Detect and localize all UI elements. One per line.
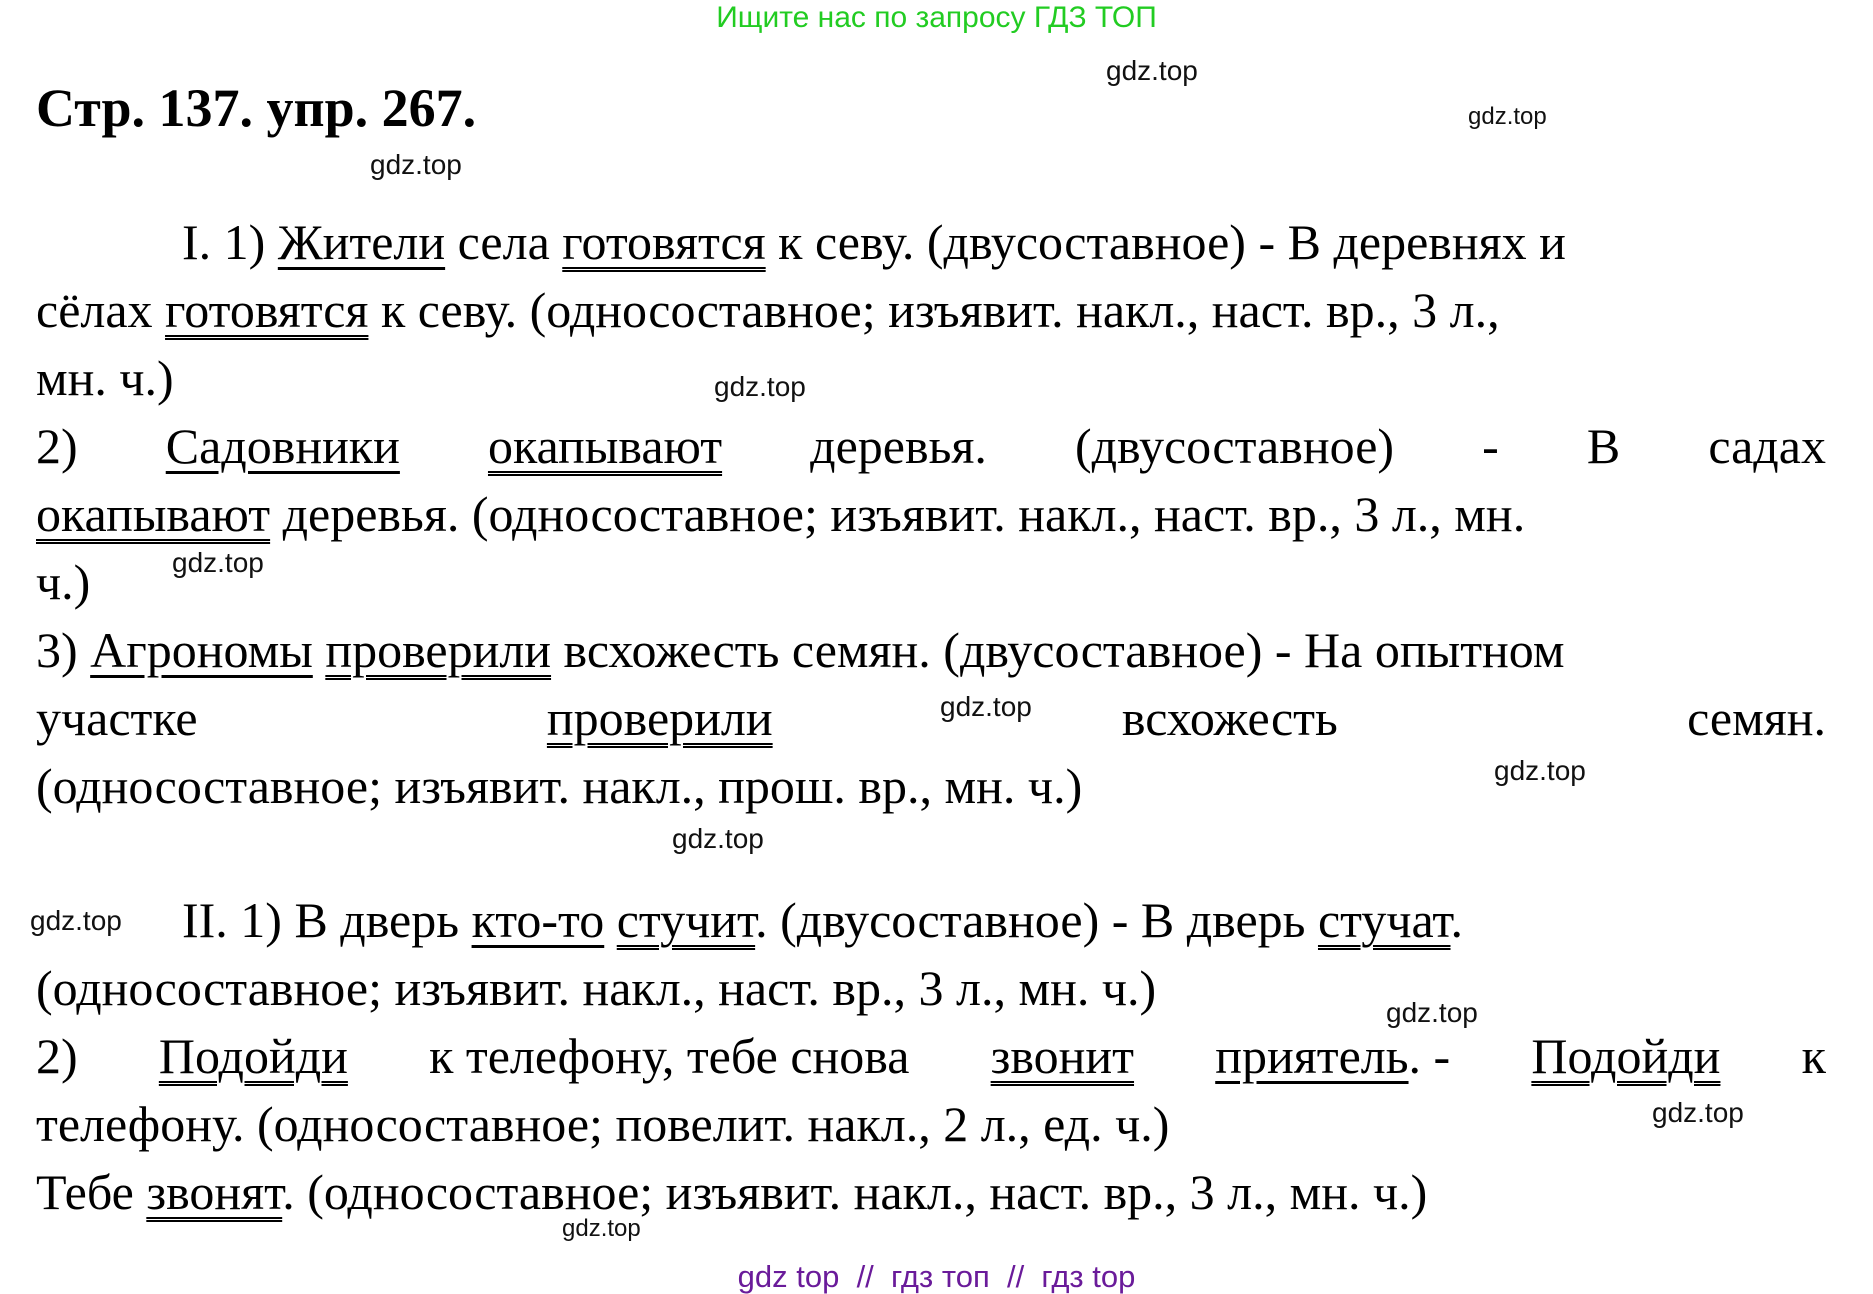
sentence-1-line-3: мн. ч.) [36, 350, 174, 406]
section-1 [36, 208, 1826, 820]
watermark: gdz.top [1468, 103, 1547, 130]
watermark: gdz.top [672, 823, 764, 854]
predicate: готовятся [562, 214, 766, 270]
watermark: gdz.top [172, 547, 264, 578]
watermark: gdz.top [1494, 755, 1586, 786]
predicate: готовятся [165, 282, 369, 338]
watermark: gdz.top [1386, 997, 1478, 1028]
sentence-5-line-1: 2) Подойди к телефону, тебе снова звонит приятель. - Подойди к [36, 1022, 1826, 1090]
sentence-1-line-2: сёлах готовятся к севу. (односоставное; изъявит. накл., наст. вр., 3 л., [36, 282, 1500, 338]
subject: Агрономы [90, 622, 313, 678]
predicate: звонят [146, 1164, 283, 1220]
predicate: окапывают [36, 486, 271, 542]
sentence-2-line-3: ч.) [36, 554, 91, 610]
sentence-3-line-3: (односоставное; изъявит. накл., прош. вр., мн. ч.) [36, 758, 1083, 814]
predicate: стучат [1317, 892, 1451, 948]
subject: Садовники [165, 418, 400, 474]
sentence-4-line-2: (односоставное; изъявит. накл., наст. вр., 3 л., мн. ч.) [36, 960, 1157, 1016]
subject: кто-то [471, 892, 605, 948]
predicate: Подойди [1531, 1028, 1721, 1084]
page-title: Стр. 137. упр. 267. [36, 78, 477, 138]
watermark: gdz.top [370, 149, 462, 180]
search-banner: Ищите нас по запросу ГДЗ ТОП [716, 1, 1157, 34]
watermark: gdz.top [562, 1215, 641, 1242]
predicate: проверили [325, 622, 552, 678]
predicate: звонит [990, 1028, 1135, 1084]
watermark: gdz.top [940, 691, 1032, 722]
sentence-6-line-1: Тебе звонят. (односоставное; изъявит. накл., наст. вр., 3 л., мн. ч.) [36, 1164, 1428, 1220]
predicate: проверили [546, 690, 773, 746]
watermark: gdz.top [1106, 55, 1198, 86]
footer-link[interactable]: gdz top // гдз топ // гдз top [737, 1259, 1136, 1294]
sentence-3-line-1: 3) Агрономы проверили всхожесть семян. (двусоставное) - На опытном [36, 622, 1565, 678]
watermark: gdz.top [30, 905, 122, 936]
sentence-2-line-1: 2) Садовники окапывают деревья. (двусоставное) - В садах [36, 412, 1826, 480]
sentence-5-line-2: телефону. (односоставное; повелит. накл., 2 л., ед. ч.) [36, 1096, 1170, 1152]
predicate: Подойди [158, 1028, 348, 1084]
watermark: gdz.top [714, 371, 806, 402]
sentence-3-line-2: участке проверили всхожесть семян. [36, 684, 1826, 752]
subject: Жители [277, 214, 446, 270]
predicate: стучит [616, 892, 756, 948]
section-2 [36, 886, 1826, 1226]
predicate: окапывают [487, 418, 723, 474]
watermark: gdz.top [1652, 1097, 1744, 1128]
sentence-4-line-1: II. 1) В дверь кто-то стучит. (двусоставное) - В дверь стучат. [182, 892, 1463, 948]
sentence-2-line-2: окапывают деревья. (односоставное; изъявит. накл., наст. вр., 3 л., мн. [36, 486, 1526, 542]
subject: приятель [1215, 1028, 1409, 1084]
sentence-1-line-1: I. 1) Жители села готовятся к севу. (двусоставное) - В деревнях и [182, 214, 1566, 270]
